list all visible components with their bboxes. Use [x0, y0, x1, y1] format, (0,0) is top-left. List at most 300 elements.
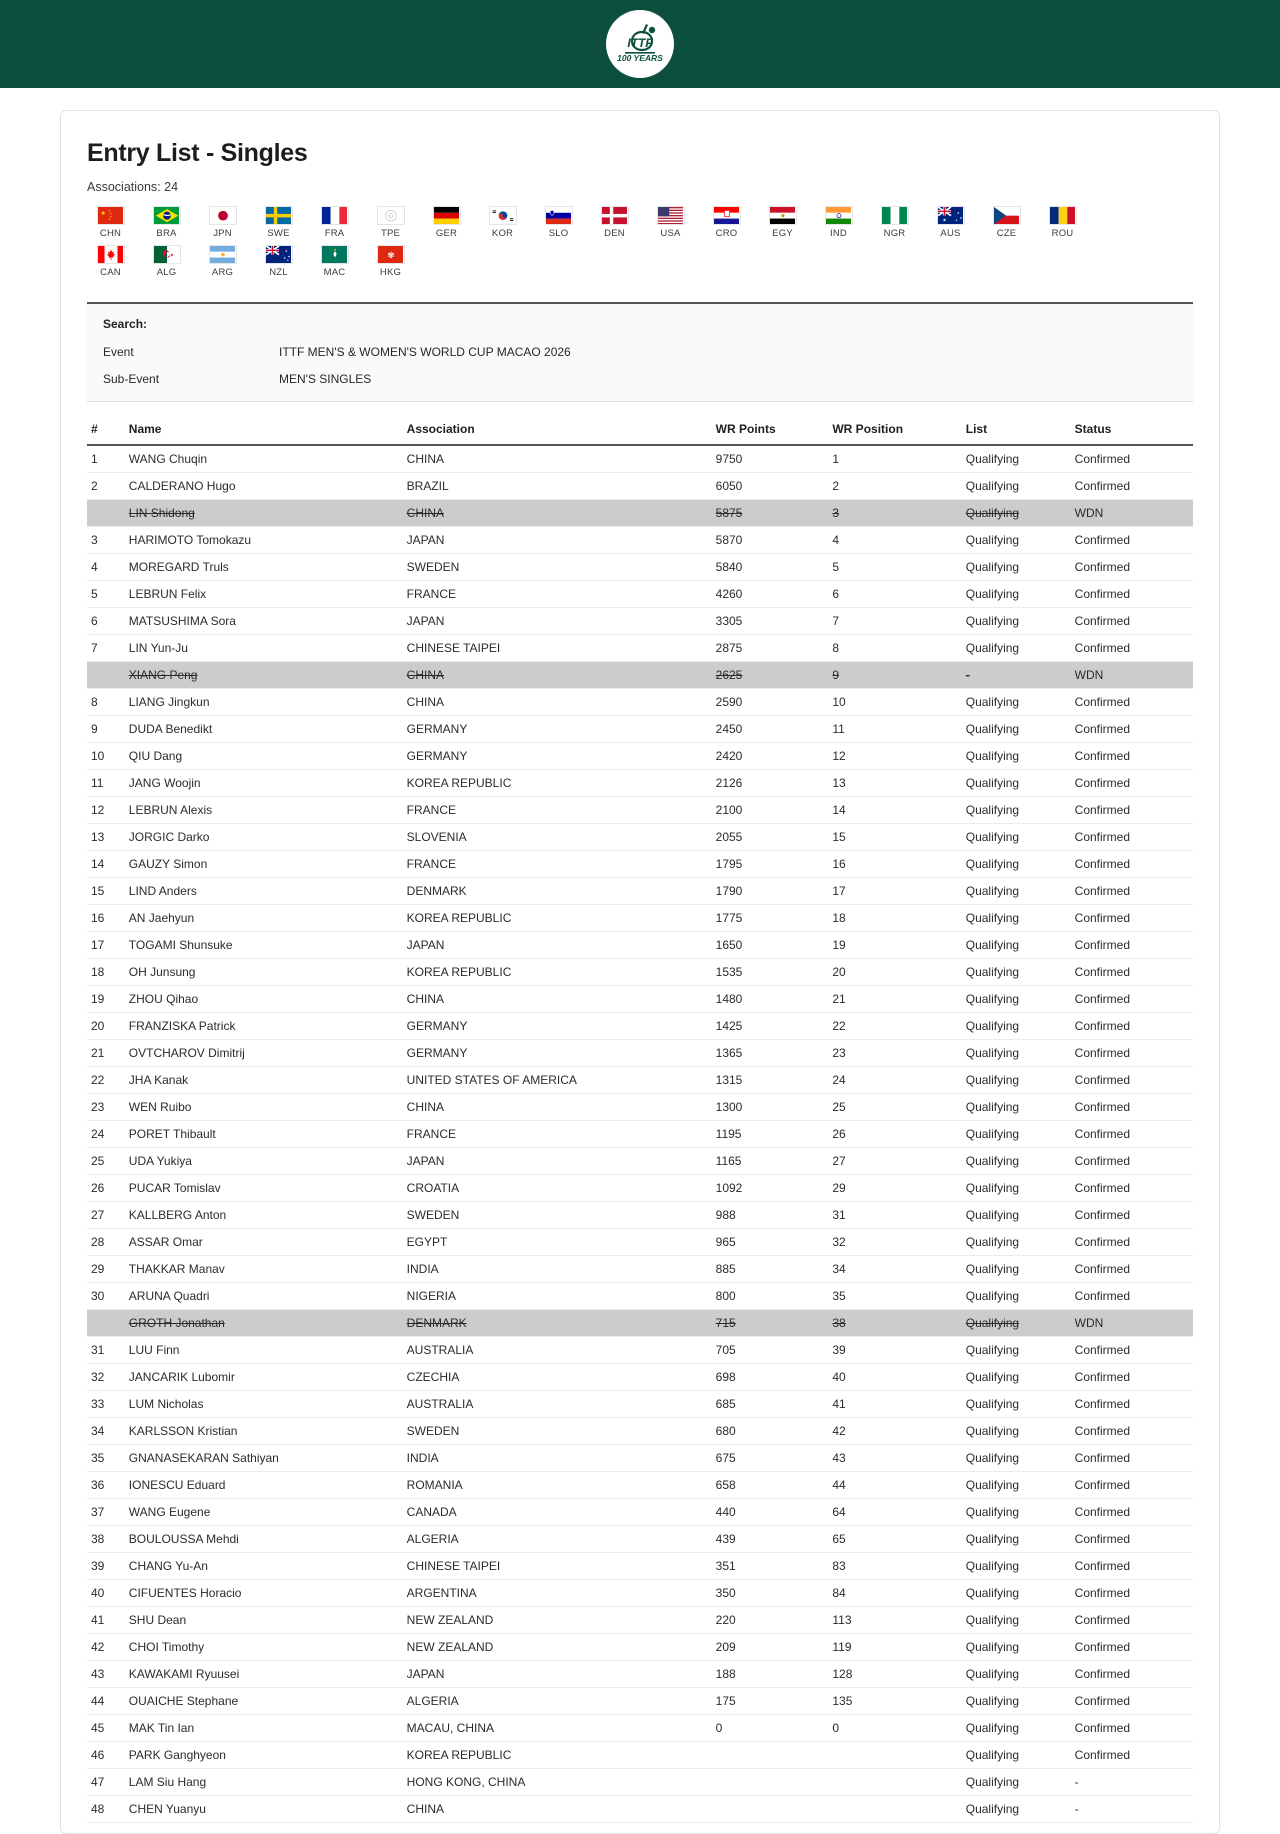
- entry-list-type: Qualifying: [962, 1148, 1071, 1175]
- entry-number: 33: [87, 1391, 125, 1418]
- wr-position: 7: [828, 608, 961, 635]
- entry-status: Confirmed: [1071, 1526, 1193, 1553]
- entry-list-type: Qualifying: [962, 851, 1071, 878]
- entry-status: WDN: [1071, 500, 1193, 527]
- table-row[interactable]: [87, 1040, 1193, 1067]
- table-row[interactable]: [87, 1391, 1193, 1418]
- col-status[interactable]: Status: [1071, 416, 1193, 445]
- table-row[interactable]: [87, 743, 1193, 770]
- wr-points: 2126: [712, 770, 829, 797]
- entry-number: 11: [87, 770, 125, 797]
- wr-position: 119: [828, 1634, 961, 1661]
- col-association[interactable]: Association: [403, 416, 712, 445]
- entry-status: Confirmed: [1071, 1337, 1193, 1364]
- col-number[interactable]: #: [87, 416, 125, 445]
- table-row[interactable]: [87, 608, 1193, 635]
- association-flag-fra[interactable]: [311, 206, 358, 239]
- table-row[interactable]: [87, 473, 1193, 500]
- wr-points: 1300: [712, 1094, 829, 1121]
- player-association: ROMANIA: [403, 1472, 712, 1499]
- wr-points: 680: [712, 1418, 829, 1445]
- wr-position: 14: [828, 797, 961, 824]
- wr-points: 6050: [712, 473, 829, 500]
- wr-points: 965: [712, 1229, 829, 1256]
- table-row[interactable]: [87, 1067, 1193, 1094]
- table-row[interactable]: [87, 1364, 1193, 1391]
- player-association: BRAZIL: [403, 473, 712, 500]
- table-row[interactable]: [87, 581, 1193, 608]
- wr-position: 9: [828, 662, 961, 689]
- wr-position: [828, 1769, 961, 1796]
- table-row[interactable]: [87, 1472, 1193, 1499]
- table-row[interactable]: [87, 1094, 1193, 1121]
- player-name: CHANG Yu-An: [125, 1553, 403, 1580]
- wr-position: 5: [828, 554, 961, 581]
- player-name: GNANASEKARAN Sathiyan: [125, 1445, 403, 1472]
- wr-points: 1775: [712, 905, 829, 932]
- entry-number: 42: [87, 1634, 125, 1661]
- wr-points: 2450: [712, 716, 829, 743]
- entry-status: -: [1071, 1796, 1193, 1823]
- player-name: LIND Anders: [125, 878, 403, 905]
- entry-number: 36: [87, 1472, 125, 1499]
- wr-position: 26: [828, 1121, 961, 1148]
- wr-points: 1365: [712, 1040, 829, 1067]
- entry-list-type: Qualifying: [962, 1391, 1071, 1418]
- player-name: PORET Thibault: [125, 1121, 403, 1148]
- table-row[interactable]: [87, 1526, 1193, 1553]
- player-name: LUM Nicholas: [125, 1391, 403, 1418]
- entry-list-type: Qualifying: [962, 1634, 1071, 1661]
- entry-number: 7: [87, 635, 125, 662]
- wr-position: 2: [828, 473, 961, 500]
- player-name: QIU Dang: [125, 743, 403, 770]
- player-association: CHINA: [403, 445, 712, 473]
- association-flag-arg[interactable]: [199, 245, 246, 278]
- entry-list-type: Qualifying: [962, 1607, 1071, 1634]
- entry-list-type: Qualifying: [962, 1688, 1071, 1715]
- algeria-flag-icon: [153, 245, 181, 264]
- player-name: LIN Yun-Ju: [125, 635, 403, 662]
- wr-position: 32: [828, 1229, 961, 1256]
- entry-number: 44: [87, 1688, 125, 1715]
- entry-number: 8: [87, 689, 125, 716]
- table-row[interactable]: [87, 635, 1193, 662]
- entry-list-card: [60, 110, 1220, 1834]
- entry-list-body: [87, 445, 1193, 1823]
- entry-list-type: Qualifying: [962, 1256, 1071, 1283]
- wr-points: [712, 1769, 829, 1796]
- wr-points: 5870: [712, 527, 829, 554]
- association-code: DEN: [604, 228, 625, 239]
- romania-flag-icon: [1049, 206, 1077, 225]
- association-code: SLO: [548, 228, 569, 239]
- entry-list-type: Qualifying: [962, 1553, 1071, 1580]
- table-row[interactable]: [87, 1121, 1193, 1148]
- association-flag-den[interactable]: [591, 206, 638, 239]
- wr-points: 885: [712, 1256, 829, 1283]
- association-flag-usa[interactable]: [647, 206, 694, 239]
- wr-points: 188: [712, 1661, 829, 1688]
- table-row[interactable]: [87, 1553, 1193, 1580]
- player-name: OH Junsung: [125, 959, 403, 986]
- player-name: FRANZISKA Patrick: [125, 1013, 403, 1040]
- ittf-100-years-logo-icon[interactable]: [606, 10, 674, 78]
- subevent-value: MEN'S SINGLES: [279, 372, 372, 386]
- table-row[interactable]: [87, 527, 1193, 554]
- table-header-row: [87, 416, 1193, 445]
- col-wr-points[interactable]: WR Points: [712, 416, 829, 445]
- table-row[interactable]: [87, 716, 1193, 743]
- table-row[interactable]: [87, 1607, 1193, 1634]
- entry-status: Confirmed: [1071, 1175, 1193, 1202]
- association-flag-nzl[interactable]: [255, 245, 302, 278]
- wr-position: 16: [828, 851, 961, 878]
- svg-text:★: ★: [942, 217, 946, 223]
- entry-status: Confirmed: [1071, 986, 1193, 1013]
- player-association: JAPAN: [403, 1148, 712, 1175]
- entry-number: 47: [87, 1769, 125, 1796]
- wr-position: 11: [828, 716, 961, 743]
- table-row[interactable]: [87, 1229, 1193, 1256]
- germany-flag-icon: [433, 206, 461, 225]
- association-code: USA: [660, 228, 681, 239]
- player-association: NEW ZEALAND: [403, 1634, 712, 1661]
- player-name: PUCAR Tomislav: [125, 1175, 403, 1202]
- table-row[interactable]: [87, 1418, 1193, 1445]
- entry-status: Confirmed: [1071, 473, 1193, 500]
- player-association: FRANCE: [403, 797, 712, 824]
- table-row[interactable]: [87, 1661, 1193, 1688]
- wr-points: 209: [712, 1634, 829, 1661]
- player-association: KOREA REPUBLIC: [403, 1742, 712, 1769]
- player-association: NIGERIA: [403, 1283, 712, 1310]
- player-name: WANG Chuqin: [125, 445, 403, 473]
- wr-points: 1315: [712, 1067, 829, 1094]
- wr-position: 65: [828, 1526, 961, 1553]
- table-row[interactable]: [87, 797, 1193, 824]
- player-name: JANCARIK Lubomir: [125, 1364, 403, 1391]
- entry-list-type: Qualifying: [962, 959, 1071, 986]
- table-row[interactable]: [87, 1013, 1193, 1040]
- wr-position: 1: [828, 445, 961, 473]
- player-association: CROATIA: [403, 1175, 712, 1202]
- table-row[interactable]: [87, 959, 1193, 986]
- entry-list-type: Qualifying: [962, 1067, 1071, 1094]
- entry-list-type: Qualifying: [962, 581, 1071, 608]
- association-flag-hkg[interactable]: [367, 245, 414, 278]
- svg-text:★: ★: [169, 252, 174, 258]
- wr-position: 24: [828, 1067, 961, 1094]
- association-code: FRA: [324, 228, 345, 239]
- player-association: CHINESE TAIPEI: [403, 1553, 712, 1580]
- association-flag-ind[interactable]: [815, 206, 862, 239]
- player-association: AUSTRALIA: [403, 1391, 712, 1418]
- player-name: DUDA Benedikt: [125, 716, 403, 743]
- entry-status: Confirmed: [1071, 959, 1193, 986]
- col-wr-position[interactable]: WR Position: [828, 416, 961, 445]
- entry-status: Confirmed: [1071, 1364, 1193, 1391]
- player-association: CANADA: [403, 1499, 712, 1526]
- player-association: CHINA: [403, 1094, 712, 1121]
- entry-number: 13: [87, 824, 125, 851]
- entry-list-type: Qualifying: [962, 635, 1071, 662]
- player-association: CHINA: [403, 1796, 712, 1823]
- player-name: KALLBERG Anton: [125, 1202, 403, 1229]
- association-flag-can[interactable]: [87, 245, 134, 278]
- association-flag-cze[interactable]: [983, 206, 1030, 239]
- entry-list-type: Qualifying: [962, 878, 1071, 905]
- table-row[interactable]: [87, 1175, 1193, 1202]
- search-panel: [87, 302, 1193, 402]
- table-row[interactable]: [87, 1499, 1193, 1526]
- australia-flag-icon: [937, 206, 965, 225]
- table-row[interactable]: [87, 1310, 1193, 1337]
- wr-position: 128: [828, 1661, 961, 1688]
- wr-position: 19: [828, 932, 961, 959]
- entry-list-type: Qualifying: [962, 527, 1071, 554]
- entry-list-type: Qualifying: [962, 824, 1071, 851]
- site-header: [0, 0, 1280, 88]
- player-association: SWEDEN: [403, 554, 712, 581]
- table-row[interactable]: [87, 824, 1193, 851]
- association-flag-mac[interactable]: [311, 245, 358, 278]
- col-name[interactable]: Name: [125, 416, 403, 445]
- col-list[interactable]: List: [962, 416, 1071, 445]
- wr-points: 2875: [712, 635, 829, 662]
- table-row[interactable]: [87, 1769, 1193, 1796]
- china-flag-icon: [97, 206, 125, 225]
- table-row[interactable]: [87, 878, 1193, 905]
- table-row[interactable]: [87, 500, 1193, 527]
- wr-position: 84: [828, 1580, 961, 1607]
- wr-position: 13: [828, 770, 961, 797]
- table-row[interactable]: [87, 1445, 1193, 1472]
- wr-points: 1195: [712, 1121, 829, 1148]
- association-flag-chn[interactable]: [87, 206, 134, 239]
- table-row[interactable]: [87, 1688, 1193, 1715]
- wr-points: 1480: [712, 986, 829, 1013]
- association-flag-alg[interactable]: [143, 245, 190, 278]
- entry-list-type: Qualifying: [962, 554, 1071, 581]
- entry-list-type: Qualifying: [962, 1094, 1071, 1121]
- association-flag-ger[interactable]: [423, 206, 470, 239]
- table-row[interactable]: [87, 770, 1193, 797]
- wr-position: [828, 1742, 961, 1769]
- entry-number: 16: [87, 905, 125, 932]
- egypt-flag-icon: [769, 206, 797, 225]
- player-association: KOREA REPUBLIC: [403, 959, 712, 986]
- entry-number: 6: [87, 608, 125, 635]
- entry-list-type: Qualifying: [962, 1418, 1071, 1445]
- association-flag-rou[interactable]: [1039, 206, 1086, 239]
- player-name: CALDERANO Hugo: [125, 473, 403, 500]
- japan-flag-icon: [209, 206, 237, 225]
- table-row[interactable]: [87, 689, 1193, 716]
- entry-list-type: Qualifying: [962, 608, 1071, 635]
- usa-flag-icon: [657, 206, 685, 225]
- entry-status: Confirmed: [1071, 1283, 1193, 1310]
- wr-points: [712, 1796, 829, 1823]
- player-association: CZECHIA: [403, 1364, 712, 1391]
- entry-status: Confirmed: [1071, 1229, 1193, 1256]
- association-code: JPN: [213, 228, 232, 239]
- player-association: CHINA: [403, 689, 712, 716]
- association-flag-cro[interactable]: [703, 206, 750, 239]
- player-association: GERMANY: [403, 1040, 712, 1067]
- entry-list-type: Qualifying: [962, 1202, 1071, 1229]
- wr-position: 83: [828, 1553, 961, 1580]
- player-association: SLOVENIA: [403, 824, 712, 851]
- entry-status: Confirmed: [1071, 716, 1193, 743]
- entry-status: Confirmed: [1071, 1742, 1193, 1769]
- event-row: [103, 345, 1177, 359]
- association-flag-aus[interactable]: [927, 206, 974, 239]
- entry-number: 35: [87, 1445, 125, 1472]
- entry-list-table: [87, 416, 1193, 1823]
- entry-status: Confirmed: [1071, 1013, 1193, 1040]
- association-flag-tpe[interactable]: [367, 206, 414, 239]
- svg-text:★: ★: [284, 249, 288, 254]
- player-name: LIANG Jingkun: [125, 689, 403, 716]
- player-association: NEW ZEALAND: [403, 1607, 712, 1634]
- association-flag-ngr[interactable]: [871, 206, 918, 239]
- player-association: HONG KONG, CHINA: [403, 1769, 712, 1796]
- table-row[interactable]: [87, 1148, 1193, 1175]
- table-row[interactable]: [87, 1256, 1193, 1283]
- player-name: MOREGARD Truls: [125, 554, 403, 581]
- association-code: BRA: [156, 228, 177, 239]
- entry-list-type: Qualifying: [962, 743, 1071, 770]
- association-code: IND: [830, 228, 847, 239]
- player-association: JAPAN: [403, 527, 712, 554]
- player-association: AUSTRALIA: [403, 1337, 712, 1364]
- entry-number: 4: [87, 554, 125, 581]
- player-association: SWEDEN: [403, 1202, 712, 1229]
- table-row[interactable]: [87, 905, 1193, 932]
- player-name: XIANG Peng: [125, 662, 403, 689]
- entry-number: 46: [87, 1742, 125, 1769]
- player-name: JHA Kanak: [125, 1067, 403, 1094]
- denmark-flag-icon: [601, 206, 629, 225]
- association-code: SWE: [267, 228, 290, 239]
- entry-number: 31: [87, 1337, 125, 1364]
- wr-position: 6: [828, 581, 961, 608]
- entry-number: 37: [87, 1499, 125, 1526]
- player-name: SHU Dean: [125, 1607, 403, 1634]
- entry-status: Confirmed: [1071, 878, 1193, 905]
- entry-number: 21: [87, 1040, 125, 1067]
- table-row[interactable]: [87, 1337, 1193, 1364]
- entry-status: Confirmed: [1071, 635, 1193, 662]
- player-name: WANG Eugene: [125, 1499, 403, 1526]
- table-row[interactable]: [87, 1742, 1193, 1769]
- entry-list-type: Qualifying: [962, 716, 1071, 743]
- svg-text:★: ★: [109, 215, 112, 219]
- entry-status: Confirmed: [1071, 797, 1193, 824]
- wr-points: 2100: [712, 797, 829, 824]
- entry-list-type: Qualifying: [962, 986, 1071, 1013]
- association-flag-bra[interactable]: [143, 206, 190, 239]
- wr-position: 31: [828, 1202, 961, 1229]
- entry-number: 2: [87, 473, 125, 500]
- association-code: AUS: [940, 228, 961, 239]
- association-code: ALG: [156, 267, 177, 278]
- entry-number: 14: [87, 851, 125, 878]
- entry-list-type: Qualifying: [962, 1175, 1071, 1202]
- player-association: JAPAN: [403, 1661, 712, 1688]
- entry-number: 12: [87, 797, 125, 824]
- entry-number: 48: [87, 1796, 125, 1823]
- association-flag-swe[interactable]: [255, 206, 302, 239]
- entry-status: Confirmed: [1071, 608, 1193, 635]
- table-row[interactable]: [87, 1283, 1193, 1310]
- table-row[interactable]: [87, 662, 1193, 689]
- table-row[interactable]: [87, 1796, 1193, 1823]
- entry-list-type: Qualifying: [962, 1013, 1071, 1040]
- association-flag-egy[interactable]: [759, 206, 806, 239]
- wr-position: 42: [828, 1418, 961, 1445]
- entry-status: Confirmed: [1071, 1607, 1193, 1634]
- entry-status: Confirmed: [1071, 932, 1193, 959]
- player-name: UDA Yukiya: [125, 1148, 403, 1175]
- association-flag-kor[interactable]: [479, 206, 526, 239]
- table-row[interactable]: [87, 1715, 1193, 1742]
- wr-position: 27: [828, 1148, 961, 1175]
- player-name: LEBRUN Alexis: [125, 797, 403, 824]
- player-association: DENMARK: [403, 1310, 712, 1337]
- association-flag-slo[interactable]: [535, 206, 582, 239]
- wr-points: 1165: [712, 1148, 829, 1175]
- wr-points: 5840: [712, 554, 829, 581]
- association-code: CRO: [715, 228, 738, 239]
- entry-number: 29: [87, 1256, 125, 1283]
- player-name: KAWAKAMI Ryuusei: [125, 1661, 403, 1688]
- wr-points: 2055: [712, 824, 829, 851]
- svg-text:★: ★: [959, 216, 962, 221]
- india-flag-icon: [825, 206, 853, 225]
- entry-status: Confirmed: [1071, 1472, 1193, 1499]
- table-row[interactable]: [87, 1202, 1193, 1229]
- table-row[interactable]: [87, 445, 1193, 473]
- table-row[interactable]: [87, 1634, 1193, 1661]
- table-row[interactable]: [87, 932, 1193, 959]
- association-code: KOR: [491, 228, 514, 239]
- table-row[interactable]: [87, 554, 1193, 581]
- player-name: LUU Finn: [125, 1337, 403, 1364]
- entry-list-type: Qualifying: [962, 905, 1071, 932]
- entry-status: Confirmed: [1071, 1445, 1193, 1472]
- association-code: MAC: [323, 267, 346, 278]
- association-flag-jpn[interactable]: [199, 206, 246, 239]
- svg-text:★: ★: [287, 254, 290, 259]
- svg-text:100 YEARS: 100 YEARS: [617, 53, 663, 63]
- svg-text:★: ★: [99, 210, 106, 217]
- wr-position: 43: [828, 1445, 961, 1472]
- player-association: ALGERIA: [403, 1526, 712, 1553]
- player-name: GAUZY Simon: [125, 851, 403, 878]
- entry-list-type: Qualifying: [962, 770, 1071, 797]
- entry-status: WDN: [1071, 1310, 1193, 1337]
- table-row[interactable]: [87, 851, 1193, 878]
- table-row[interactable]: [87, 986, 1193, 1013]
- entry-number: 30: [87, 1283, 125, 1310]
- entry-number: 17: [87, 932, 125, 959]
- search-label: Search:: [103, 317, 148, 331]
- entry-list-type: Qualifying: [962, 1769, 1071, 1796]
- table-row[interactable]: [87, 1580, 1193, 1607]
- wr-points: 0: [712, 1715, 829, 1742]
